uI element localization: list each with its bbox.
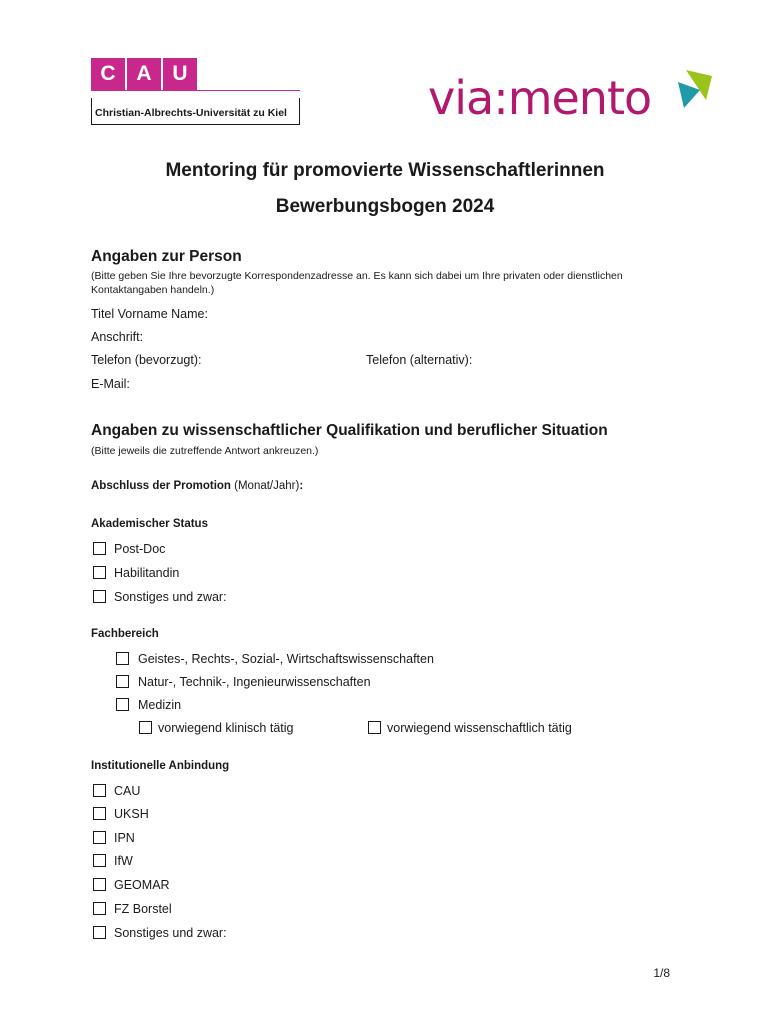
- institution-label-ifw: IfW: [114, 854, 133, 868]
- fachbereich-checkbox-medizin[interactable]: [116, 698, 129, 711]
- institution-label-sonstiges: Sonstiges und zwar:: [114, 926, 227, 940]
- status-checkbox-postdoc[interactable]: [93, 542, 106, 555]
- fachbereich-checkbox-natur[interactable]: [116, 675, 129, 688]
- name-label: Titel Vorname Name:: [91, 307, 208, 321]
- promotion-label-bold: Abschluss der Promotion: [91, 480, 231, 492]
- person-note: (Bitte geben Sie Ihre bevorzugte Korrespondenzadresse an. Es kann sich dabei um Ihre privaten oder dienstlichen Kontaktangaben handeln.): [91, 270, 623, 296]
- person-heading: Angaben zur Person: [91, 248, 242, 265]
- email-label: E-Mail:: [91, 377, 130, 391]
- institution-label-ipn: IPN: [114, 831, 135, 845]
- page-number: 1/8: [653, 966, 670, 980]
- institution-label-fz-borstel: FZ Borstel: [114, 902, 172, 916]
- status-checkbox-sonstiges[interactable]: [93, 590, 106, 603]
- institution-label-uksh: UKSH: [114, 807, 149, 821]
- status-checkbox-habilitandin[interactable]: [93, 566, 106, 579]
- address-label: Anschrift:: [91, 330, 144, 344]
- fachbereich-label-medizin: Medizin: [138, 698, 182, 712]
- qualification-heading: Angaben zu wissenschaftlicher Qualifikation und beruflicher Situation: [91, 422, 608, 439]
- status-label-habilitandin: Habilitandin: [114, 566, 180, 580]
- cau-letter-a: A: [127, 58, 161, 90]
- institution-checkbox-fz-borstel[interactable]: [93, 902, 106, 915]
- status-label-sonstiges: Sonstiges und zwar:: [114, 590, 227, 604]
- medizin-label-klinisch: vorwiegend klinisch tätig: [158, 721, 294, 735]
- cau-divider: [91, 90, 300, 91]
- qualification-note: (Bitte jeweils die zutreffende Antwort ankreuzen.): [91, 445, 319, 457]
- medizin-label-wissenschaftlich: vorwiegend wissenschaftlich tätig: [387, 721, 572, 735]
- page-title: Mentoring für promovierte Wissenschaftlerinnen: [165, 160, 605, 181]
- promotion-label: [91, 480, 303, 492]
- institution-checkbox-geomar[interactable]: [93, 878, 106, 891]
- cau-letter-c: C: [91, 58, 125, 90]
- institution-heading: Institutionelle Anbindung: [91, 760, 230, 772]
- institution-checkbox-cau[interactable]: [93, 784, 106, 797]
- institution-checkbox-ifw[interactable]: [93, 854, 106, 867]
- fachbereich-heading: Fachbereich: [91, 628, 159, 640]
- viamento-logo-text: via:mento: [428, 71, 652, 125]
- institution-label-geomar: GEOMAR: [114, 878, 170, 892]
- medizin-checkbox-wissenschaftlich[interactable]: [368, 721, 381, 734]
- cau-logo: [91, 58, 197, 90]
- promotion-label-colon: :: [299, 480, 304, 492]
- fachbereich-label-natur: Natur-, Technik-, Ingenieurwissenschaften: [138, 675, 371, 689]
- medizin-checkbox-klinisch[interactable]: [139, 721, 152, 734]
- institution-label-cau: CAU: [114, 784, 141, 798]
- viamento-arrow-icon: [670, 68, 716, 114]
- phone-alternative-label: Telefon (alternativ):: [366, 353, 473, 367]
- cau-letter-u: U: [163, 58, 197, 90]
- status-label-postdoc: Post-Doc: [114, 542, 166, 556]
- institution-checkbox-uksh[interactable]: [93, 807, 106, 820]
- cau-subtitle: Christian-Albrechts-Universität zu Kiel: [91, 103, 300, 125]
- fachbereich-label-geistes: Geistes-, Rechts-, Sozial-, Wirtschaftswissenschaften: [138, 652, 434, 666]
- phone-preferred-label: Telefon (bevorzugt):: [91, 353, 202, 367]
- status-heading: Akademischer Status: [91, 518, 208, 530]
- institution-checkbox-ipn[interactable]: [93, 831, 106, 844]
- fachbereich-checkbox-geistes[interactable]: [116, 652, 129, 665]
- page-subtitle: Bewerbungsbogen 2024: [275, 196, 495, 217]
- institution-checkbox-sonstiges[interactable]: [93, 926, 106, 939]
- promotion-label-normal: (Monat/Jahr): [230, 480, 300, 492]
